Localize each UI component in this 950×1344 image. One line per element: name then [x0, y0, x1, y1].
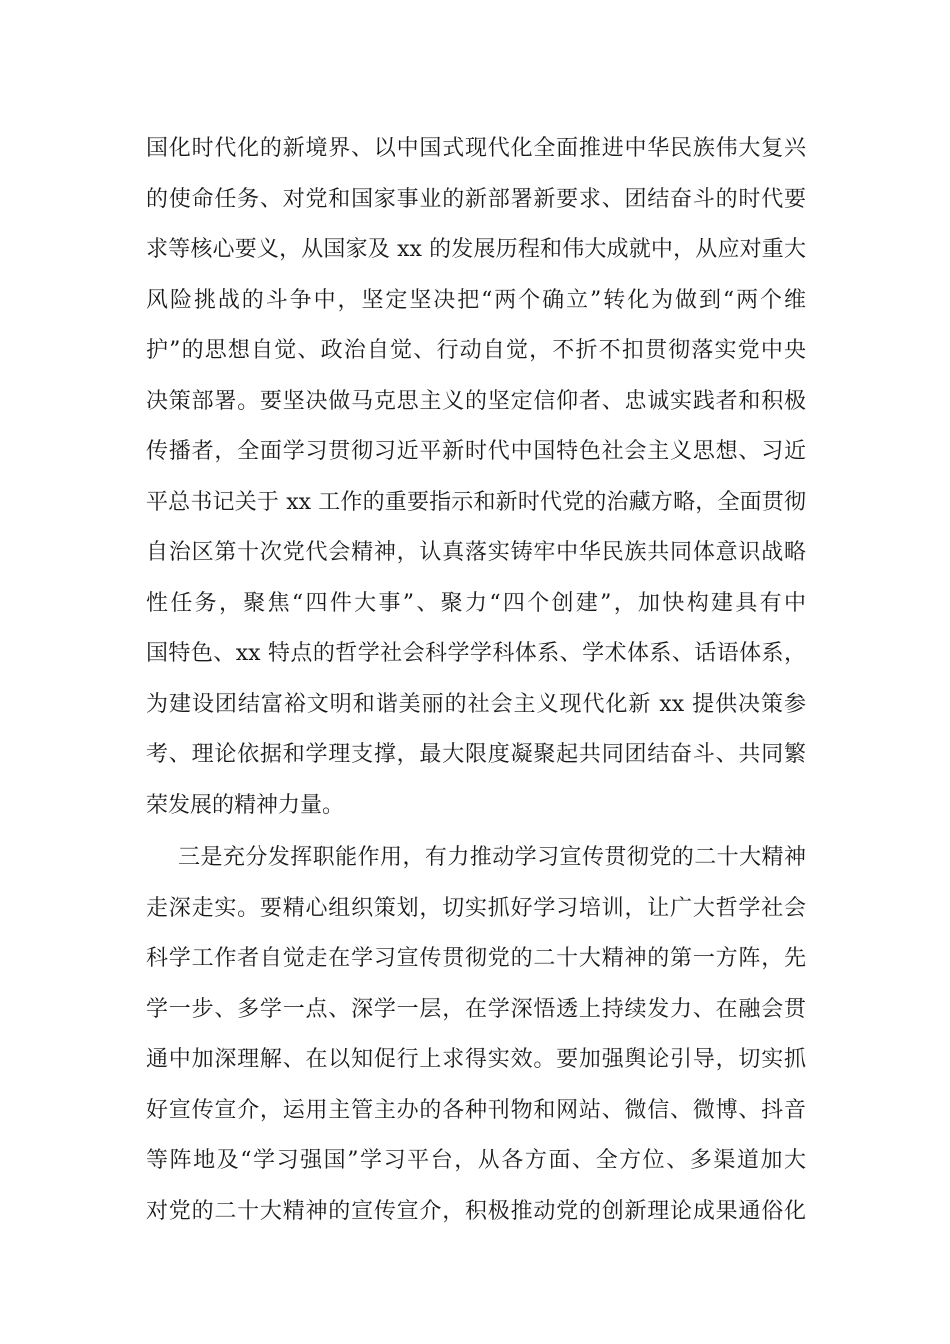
text-line: 国特色、xx 特点的哲学社会科学学科体系、学术体系、话语体系， [146, 641, 806, 666]
text-line: 求等核心要义，从国家及 xx 的发展历程和伟大成就中，从应对重大 [146, 237, 806, 262]
text-line: 三是充分发挥职能作用，有力推动学习宣传贯彻党的二十大精神 [178, 845, 806, 870]
text-line: 传播者，全面学习贯彻习近平新时代中国特色社会主义思想、习近 [146, 439, 806, 464]
text-line: 风险挑战的斗争中，坚定坚决把“两个确立”转化为做到“两个维 [146, 287, 806, 313]
text-line: 对党的二十大精神的宣传宣介，积极推动党的创新理论成果通俗化 [146, 1198, 806, 1224]
text-line: 性任务，聚焦“四件大事”、聚力“四个创建”，加快构建具有中 [146, 590, 806, 616]
text-line: 荣发展的精神力量。 [146, 792, 345, 818]
text-line: 学一步、多学一点、深学一层，在学深悟透上持续发力、在融会贯 [146, 996, 806, 1022]
text-line: 为建设团结富裕文明和谐美丽的社会主义现代化新 xx 提供决策参 [146, 691, 806, 717]
text-line: 自治区第十次党代会精神，认真落实铸牢中华民族共同体意识战略 [146, 540, 806, 565]
text-line: 好宣传宣介，运用主管主办的各种刊物和网站、微信、微博、抖音 [146, 1097, 806, 1123]
text-line: 国化时代化的新境界、以中国式现代化全面推进中华民族伟大复兴 [146, 136, 806, 161]
text-line: 护”的思想自觉、政治自觉、行动自觉，不折不扣贯彻落实党中央 [146, 338, 806, 363]
text-line: 决策部署。要坚决做马克思主义的坚定信仰者、忠诚实践者和积极 [146, 388, 806, 414]
text-line: 的使命任务、对党和国家事业的新部署新要求、团结奋斗的时代要 [146, 186, 806, 212]
text-line: 考、理论依据和学理支撑，最大限度凝聚起共同团结奋斗、共同繁 [146, 742, 806, 767]
text-line: 等阵地及“学习强国”学习平台，从各方面、全方位、多渠道加大 [146, 1148, 806, 1173]
text-line: 平总书记关于 xx 工作的重要指示和新时代党的治藏方略，全面贯彻 [146, 489, 806, 515]
paragraph-2 [146, 833, 806, 1237]
text-line: 走深走实。要精心组织策划，切实抓好学习培训，让广大哲学社会 [146, 895, 806, 921]
body-text [146, 124, 806, 1237]
text-line: 科学工作者自觉走在学习宣传贯彻党的二十大精神的第一方阵，先 [146, 946, 806, 971]
text-line: 通中加深理解、在以知促行上求得实效。要加强舆论引导，切实抓 [146, 1047, 806, 1072]
paragraph-1 [146, 124, 806, 831]
